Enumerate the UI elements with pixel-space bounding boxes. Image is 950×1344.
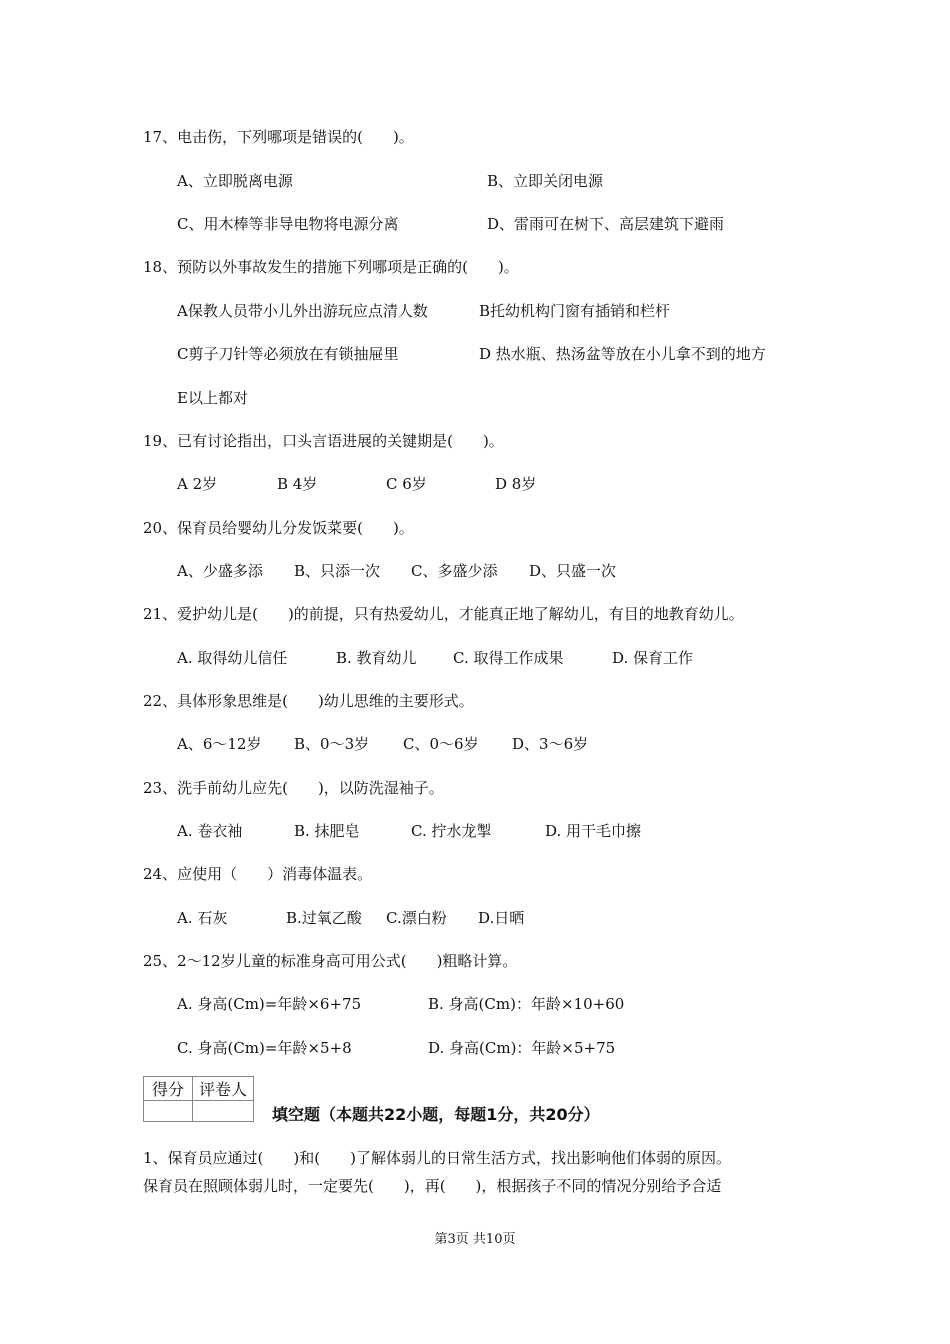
question-21-option-a: A. 取得幼儿信任: [177, 649, 288, 667]
page-footer: 第3页 共10页: [434, 1232, 516, 1247]
question-25-option-d: D. 身高(Cm)：年龄×5+75: [428, 1039, 616, 1057]
score-table: [143, 1076, 254, 1122]
question-24-option-c: C.漂白粉: [386, 909, 447, 927]
question-20-stem: 20、保育员给婴幼儿分发饭菜要( )。: [143, 519, 414, 537]
question-24-option-d: D.日晒: [478, 909, 525, 927]
question-22-option-d: D、3～6岁: [512, 735, 589, 753]
question-17-stem: 17、电击伤，下列哪项是错误的( )。: [143, 128, 414, 146]
question-20-option-d: D、只盛一次: [529, 562, 617, 580]
question-20-option-a: A、少盛多添: [177, 562, 263, 580]
question-18-option-d: D 热水瓶、热汤盆等放在小儿拿不到的地方: [479, 345, 766, 363]
fill-in-line-1: 1、保育员应通过( )和( )了解体弱儿的日常生活方式，找出影响他们体弱的原因。: [143, 1149, 731, 1167]
question-21-option-c: C. 取得工作成果: [453, 649, 564, 667]
question-20-option-b: B、只添一次: [294, 562, 381, 580]
fill-in-line-2: 保育员在照顾体弱儿时，一定要先( )，再( )，根据孩子不同的情况分别给予合适: [143, 1177, 722, 1195]
question-25-option-a: A. 身高(Cm)=年龄×6+75: [177, 995, 362, 1013]
question-17-option-b: B、立即关闭电源: [487, 172, 604, 190]
question-18-option-c: C剪子刀针等必须放在有锁抽屉里: [177, 345, 399, 363]
question-23-option-d: D. 用干毛巾擦: [545, 822, 642, 840]
question-17-option-d: D、雷雨可在树下、高层建筑下避雨: [487, 215, 725, 233]
grader-header: 评卷人: [193, 1077, 254, 1101]
question-21-stem: 21、爱护幼儿是( )的前提，只有热爱幼儿，才能真正地了解幼儿，有目的地教育幼儿。: [143, 605, 744, 623]
question-22-stem: 22、具体形象思维是( )幼儿思维的主要形式。: [143, 692, 474, 710]
question-17-option-a: A、立即脱离电源: [177, 172, 293, 190]
question-24-stem: 24、应使用（ ）消毒体温表。: [143, 865, 373, 883]
question-21-option-b: B. 教育幼儿: [336, 649, 417, 667]
question-23-stem: 23、洗手前幼儿应先( )，以防洗湿袖子。: [143, 779, 444, 797]
question-24-option-a: A. 石灰: [177, 909, 228, 927]
question-22-option-c: C、0～6岁: [403, 735, 479, 753]
score-cell: [144, 1101, 193, 1122]
score-header: 得分: [144, 1077, 193, 1101]
question-25-option-b: B. 身高(Cm)：年龄×10+60: [428, 995, 625, 1013]
question-23-option-b: B. 抹肥皂: [294, 822, 360, 840]
question-25-option-c: C. 身高(Cm)=年龄×5+8: [177, 1039, 352, 1057]
question-22-option-b: B、0～3岁: [294, 735, 370, 753]
question-18-option-b: B托幼机构门窗有插销和栏杆: [479, 302, 671, 320]
question-17-option-c: C、用木棒等非导电物将电源分离: [177, 215, 399, 233]
question-19-stem: 19、已有讨论指出，口头言语进展的关键期是( )。: [143, 432, 504, 450]
question-19-option-c: C 6岁: [386, 475, 427, 493]
question-22-option-a: A、6～12岁: [177, 735, 262, 753]
question-18-option-a: A保教人员带小儿外出游玩应点清人数: [177, 302, 428, 320]
question-21-option-d: D. 保育工作: [612, 649, 694, 667]
question-18-stem: 18、预防以外事故发生的措施下列哪项是正确的( )。: [143, 258, 519, 276]
question-19-option-b: B 4岁: [277, 475, 318, 493]
question-18-option-e: E以上都对: [177, 389, 248, 407]
question-19-option-a: A 2岁: [177, 475, 218, 493]
section-title: 填空题（本题共22小题，每题1分，共20分）: [272, 1105, 600, 1124]
question-23-option-a: A. 卷衣袖: [177, 822, 243, 840]
question-23-option-c: C. 拧水龙掣: [411, 822, 492, 840]
question-24-option-b: B.过氧乙酸: [286, 909, 362, 927]
question-25-stem: 25、2～12岁儿童的标准身高可用公式( )粗略计算。: [143, 952, 518, 970]
question-20-option-c: C、多盛少添: [411, 562, 498, 580]
grader-cell: [193, 1101, 254, 1122]
question-19-option-d: D 8岁: [495, 475, 537, 493]
